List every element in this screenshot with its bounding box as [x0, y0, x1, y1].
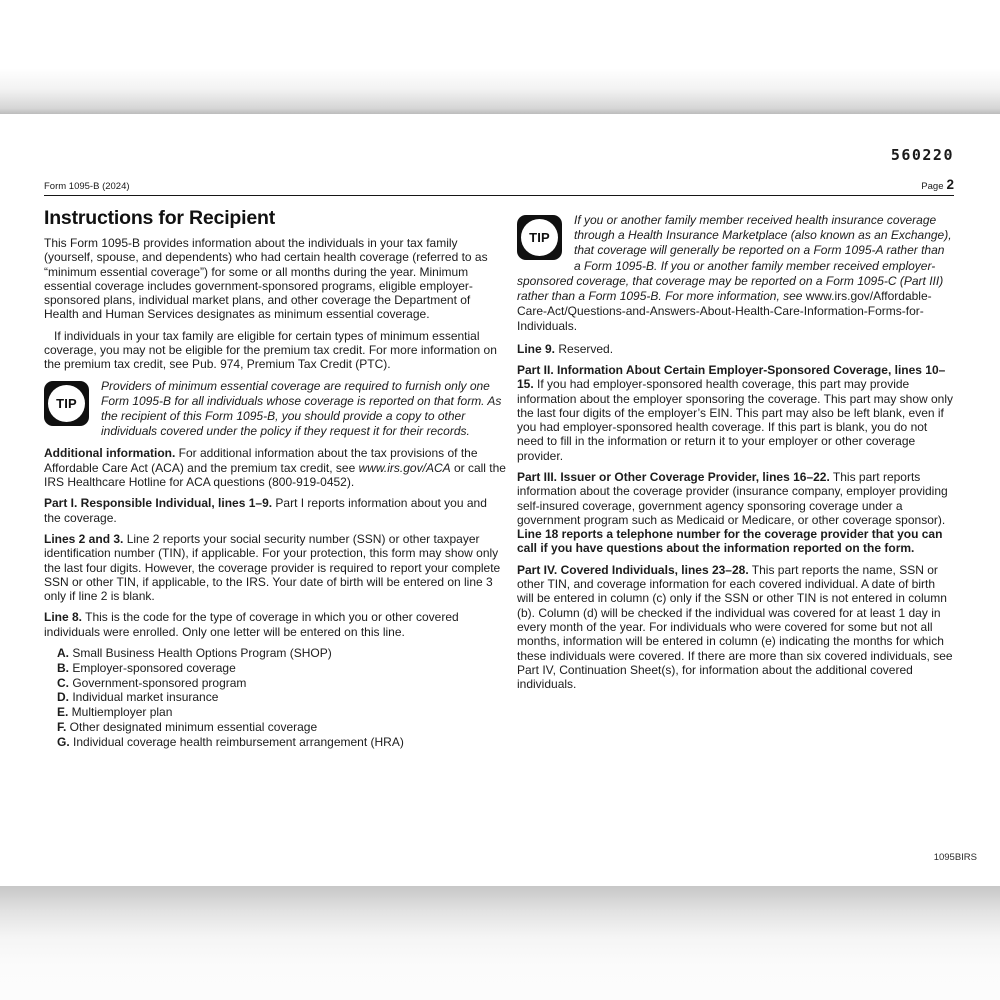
- page-number: [921, 177, 954, 192]
- part1-paragraph: [44, 496, 506, 525]
- tip-text-left: Providers of minimum essential coverage are required to furnish only one Form 1095-B for all individuals whose coverage is reported on that form. As the recipient of this Form 1095-B, you should provide a copy to other individuals covered under the policy if they request it for their records.: [101, 378, 502, 439]
- irs-qa-url: www.irs.gov/Affordable-Care-Act/Questions-and-Answers-About-Health-Care-Information-Forms-for-Individuals.: [517, 289, 932, 334]
- line8-paragraph: [44, 610, 506, 639]
- tip-icon: [517, 215, 562, 260]
- document-page: [0, 114, 1000, 886]
- line8-label: Line 8.: [44, 610, 83, 625]
- list-item: [57, 690, 506, 705]
- page-title: Instructions for Recipient: [44, 207, 275, 229]
- list-item: [57, 735, 506, 750]
- code-letter: C.: [57, 675, 69, 690]
- additional-information-label: Additional information.: [44, 446, 176, 461]
- list-item: [57, 705, 506, 720]
- part1-text: Part I reports information about you and the coverage.: [44, 496, 487, 525]
- code-text: Multiemployer plan: [68, 705, 173, 720]
- code-text: Other designated minimum essential coverage: [66, 720, 318, 735]
- tip-icon-circle: [48, 385, 85, 422]
- lines-2-3-text: Line 2 reports your social security number (SSN) or other taxpayer identification number (TIN), if applicable. For your protection, this form may show only the last four digits. However, the coverage provider is required to report your complete SSN or other TIN, if applicable, to the IRS. Your date of birth will be entered on line 3 only if line 2 is blank.: [44, 531, 501, 604]
- coverage-code-list: [44, 646, 506, 750]
- footer-print-code: 1095BIRS: [933, 852, 977, 863]
- premium-tax-credit-paragraph: If individuals in your tax family are eligible for certain types of minimum essential coverage, you may not be eligible for the premium tax credit. For more information on the premium tax credit, see Pub. 974, Premium Tax Credit (PTC).: [44, 328, 497, 372]
- part1-label: Part I. Responsible Individual, lines 1–9.: [44, 496, 273, 511]
- part4-paragraph: [517, 563, 954, 692]
- additional-information-text-pre: For additional information about the tax provisions of the Affordable Care Act (ACA) and the premium tax credit, see: [44, 446, 478, 475]
- tip-icon-label: TIP: [56, 395, 77, 411]
- form-catalog-code: 560220: [890, 146, 954, 164]
- lines-2-3-label: Lines 2 and 3.: [44, 531, 124, 546]
- line9-text: Reserved.: [555, 341, 614, 356]
- page-header: [44, 177, 954, 192]
- code-text: Employer-sponsored coverage: [69, 660, 236, 675]
- tip-box-left: [44, 379, 506, 440]
- part3-label: Part III. Issuer or Other Coverage Provider, lines 16–22.: [517, 470, 830, 484]
- header-rule: [44, 195, 954, 196]
- code-letter: D.: [57, 690, 69, 705]
- page-number-value: 2: [946, 177, 954, 192]
- part2-paragraph: [517, 363, 954, 463]
- tip-icon-label: TIP: [529, 229, 550, 245]
- code-letter: E.: [57, 705, 69, 720]
- part4-label: Part IV. Covered Individuals, lines 23–28.: [517, 562, 749, 577]
- code-text: Individual coverage health reimbursement arrangement (HRA): [69, 734, 404, 749]
- list-item: [57, 661, 506, 676]
- form-id-label: Form 1095-B (2024): [44, 181, 130, 192]
- line9-label: Line 9.: [517, 341, 556, 356]
- code-letter: G.: [57, 734, 70, 749]
- intro-paragraph: This Form 1095-B provides information about the individuals in your tax family (yourself, spouse, and dependents) who had certain health coverage (referred to as “minimum essential coverage”) for some or all months during the year. Minimum essential coverage includes government-sponsored programs, eligible employer-sponsored plans, individual market plans, and other coverage the Department of Health and Human Services designates as minimum essential coverage.: [44, 236, 488, 322]
- left-column: [44, 207, 506, 750]
- list-item: [57, 720, 506, 735]
- line8-text: This is the code for the type of coverage in which you or other covered individuals were enrolled. Only one letter will be entered on this line.: [44, 610, 459, 639]
- part4-text: This part reports the name, SSN or other TIN, and coverage information for each covered individual. A date of birth will be entered in column (c) only if the SSN or other TIN is not entered in column (b). Column (d) will be checked if the individual was covered for at least 1 day in every month of the year. For individuals who were covered for some but not all months, information will be entered in column (e) indicating the months for which these individuals were covered. If there are more than six covered individuals, see Part IV, Continuation Sheet(s), for information about the additional covered individuals.: [517, 562, 953, 692]
- additional-information-paragraph: [44, 446, 506, 489]
- code-letter: A.: [57, 646, 69, 661]
- tip-icon: [44, 381, 89, 426]
- part2-text: If you had employer-sponsored health coverage, this part may provide information about the employer sponsoring the coverage. This part may show only the last four digits of the employer’s EIN. This part may also be left blank, even if you had employer-sponsored health coverage. If this part is blank, you do not need to fill in the information or return it to your employer or other coverage provider.: [517, 377, 954, 463]
- code-text: Individual market insurance: [69, 690, 219, 705]
- additional-information-text-post: or call the IRS Healthcare Hotline for ACA questions (800-919-0452).: [44, 460, 506, 490]
- part2-label: Part II. Information About Certain Employer-Sponsored Coverage, lines 10–15.: [517, 362, 946, 392]
- photo-shadow-bottom: [0, 886, 1000, 1000]
- tip-text-right: [517, 213, 954, 335]
- part3-text: This part reports information about the coverage provider (insurance company, employer providing self-insured coverage, government agency sponsoring coverage under a government program such as Medicaid or Medicare, or other coverage sponsor).: [517, 470, 948, 527]
- line18-bold-text: Line 18 reports a telephone number for the coverage provider that you can call if you have questions about the information reported on the form.: [517, 527, 943, 556]
- list-item: [57, 676, 506, 691]
- right-column: [517, 211, 954, 698]
- tip-icon-circle: [521, 219, 558, 256]
- tip-box-right: [517, 213, 954, 335]
- part3-paragraph: [517, 470, 954, 556]
- code-letter: F.: [57, 720, 67, 735]
- code-text: Small Business Health Options Program (SHOP): [69, 646, 332, 661]
- code-text: Government-sponsored program: [69, 675, 247, 690]
- line9-paragraph: [517, 342, 954, 356]
- lines-2-3-paragraph: [44, 532, 506, 603]
- irs-aca-url: www.irs.gov/ACA: [358, 460, 451, 475]
- list-item: [57, 646, 506, 661]
- code-letter: B.: [57, 660, 69, 675]
- photo-shadow-top: [0, 0, 1000, 114]
- page-label: Page: [921, 181, 944, 192]
- tip-text-right-italic: If you or another family member received health insurance coverage through a Health Insurance Marketplace (also known as an Exchange), that coverage will generally be reported on a Form 1095-A rather than a Form 1095-B. If you or another family member received employer-sponsored coverage, that coverage may be reported on a Form 1095-C (Part III) rather than a Form 1095-B. For more information, see: [517, 213, 952, 304]
